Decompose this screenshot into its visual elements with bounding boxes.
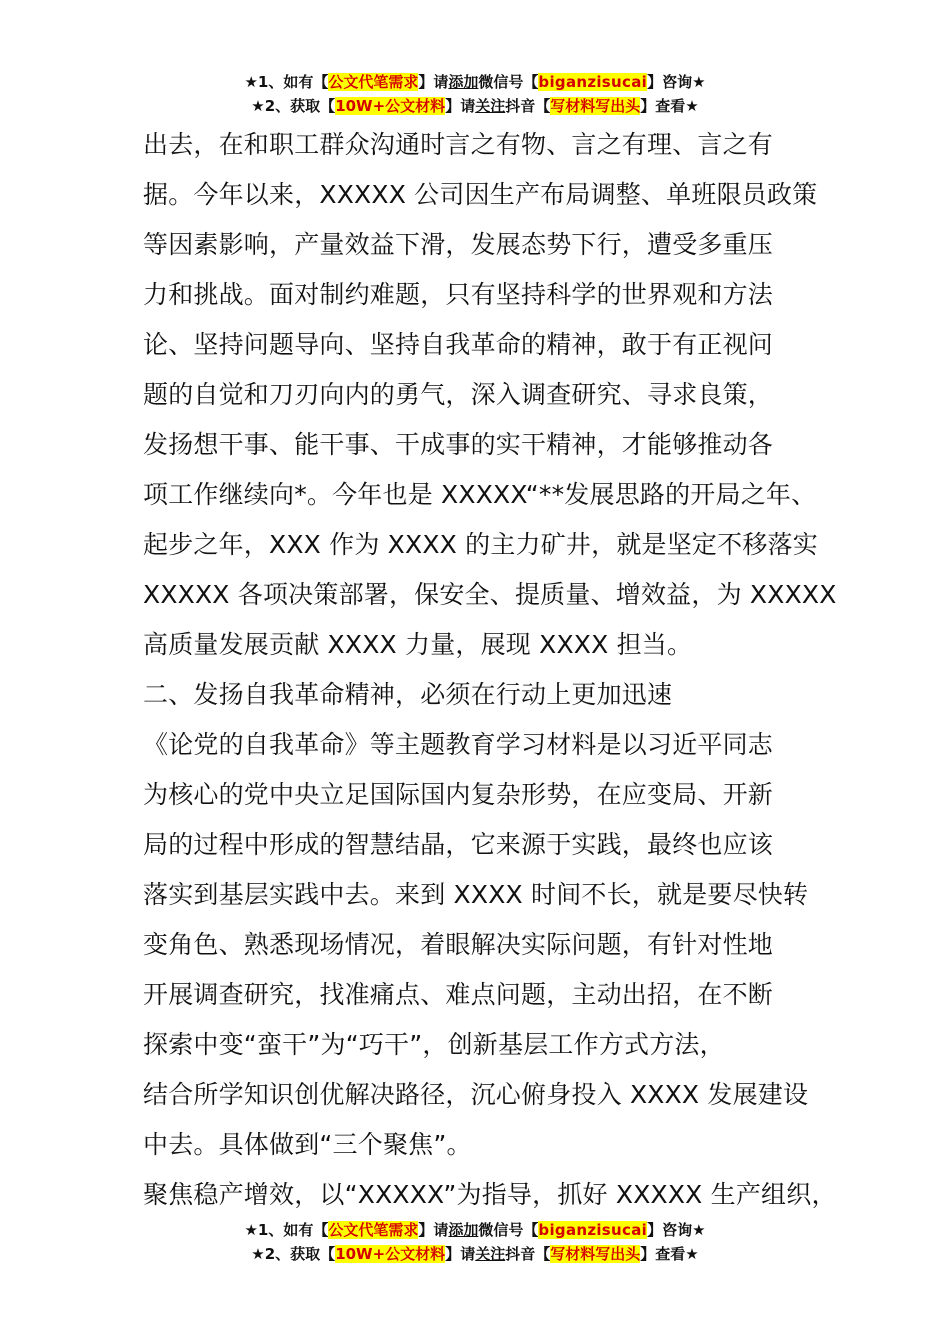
text-line: 出去，在和职工群众沟通时言之有物、言之有理、言之有	[143, 130, 774, 159]
promo-banner-bottom	[0, 1218, 950, 1266]
text-line: 据。今年以来，XXXXX 公司因生产布局调整、单班限员政策	[143, 180, 818, 209]
highlight-wechat-id: biganzisucai	[538, 73, 648, 91]
text-line: 局的过程中形成的智慧结晶，它来源于实践，最终也应该	[143, 830, 774, 859]
promo-line-1: ★1、如有【公文代笔需求】请添加微信号【biganzisucai】咨询★	[244, 73, 706, 91]
highlight-douyin: 写材料写出头	[550, 1245, 641, 1263]
highlight-materials: 10W+公文材料	[335, 1245, 446, 1263]
promo-line-1: ★1、如有【公文代笔需求】请添加微信号【biganzisucai】咨询★	[244, 1221, 706, 1239]
text-line: 落实到基层实践中去。来到 XXXX 时间不长，就是要尽快转	[143, 880, 809, 909]
highlight-ghostwriting: 公文代笔需求	[328, 73, 419, 91]
text-line: 探索中变“蛮干”为“巧干”，创新基层工作方式方法，	[143, 1030, 725, 1059]
text-line: 等因素影响，产量效益下滑，发展态势下行，遭受多重压	[143, 230, 774, 259]
text-line: 变角色、熟悉现场情况，着眼解决实际问题，有针对性地	[143, 930, 774, 959]
text-line: 高质量发展贡献 XXXX 力量，展现 XXXX 担当。	[143, 630, 693, 659]
text-line: 中去。具体做到“三个聚焦”。	[143, 1130, 472, 1159]
highlight-wechat-id: biganzisucai	[538, 1221, 648, 1239]
promo-line-2: ★2、获取【10W+公文材料】请关注抖音【写材料写出头】查看★	[251, 1245, 699, 1263]
text-line: 起步之年，XXX 作为 XXXX 的主力矿井，就是坚定不移落实	[143, 530, 818, 559]
text-line: 项工作继续向*。今年也是 XXXXX“**发展思路的开局之年、	[143, 480, 817, 509]
text-line: 聚焦稳产增效，以“XXXXX”为指导，抓好 XXXXX 生产组织，	[143, 1180, 837, 1209]
text-line: 结合所学知识创优解决路径，沉心俯身投入 XXXX 发展建设	[143, 1080, 809, 1109]
highlight-douyin: 写材料写出头	[550, 97, 641, 115]
text-line: 题的自觉和刀刃向内的勇气，深入调查研究、寻求良策，	[143, 380, 774, 409]
highlight-ghostwriting: 公文代笔需求	[328, 1221, 419, 1239]
section-heading: 二、发扬自我革命精神，必须在行动上更加迅速	[143, 680, 673, 709]
promo-line-2: ★2、获取【10W+公文材料】请关注抖音【写材料写出头】查看★	[251, 97, 699, 115]
text-line: 力和挑战。面对制约难题，只有坚持科学的世界观和方法	[143, 280, 774, 309]
text-line: 为核心的党中央立足国际国内复杂形势，在应变局、开新	[143, 780, 774, 809]
highlight-materials: 10W+公文材料	[335, 97, 446, 115]
text-line: 《论党的自我革命》等主题教育学习材料是以习近平同志	[143, 730, 774, 759]
text-line: XXXXX 各项决策部署，保安全、提质量、增效益，为 XXXXX	[143, 580, 837, 609]
text-line: 开展调查研究，找准痛点、难点问题，主动出招，在不断	[143, 980, 774, 1009]
text-line: 发扬想干事、能干事、干成事的实干精神，才能够推动各	[143, 430, 774, 459]
promo-banner-top	[0, 70, 950, 118]
document-body	[143, 120, 837, 1220]
text-line: 论、坚持问题导向、坚持自我革命的精神，敢于有正视问	[143, 330, 774, 359]
